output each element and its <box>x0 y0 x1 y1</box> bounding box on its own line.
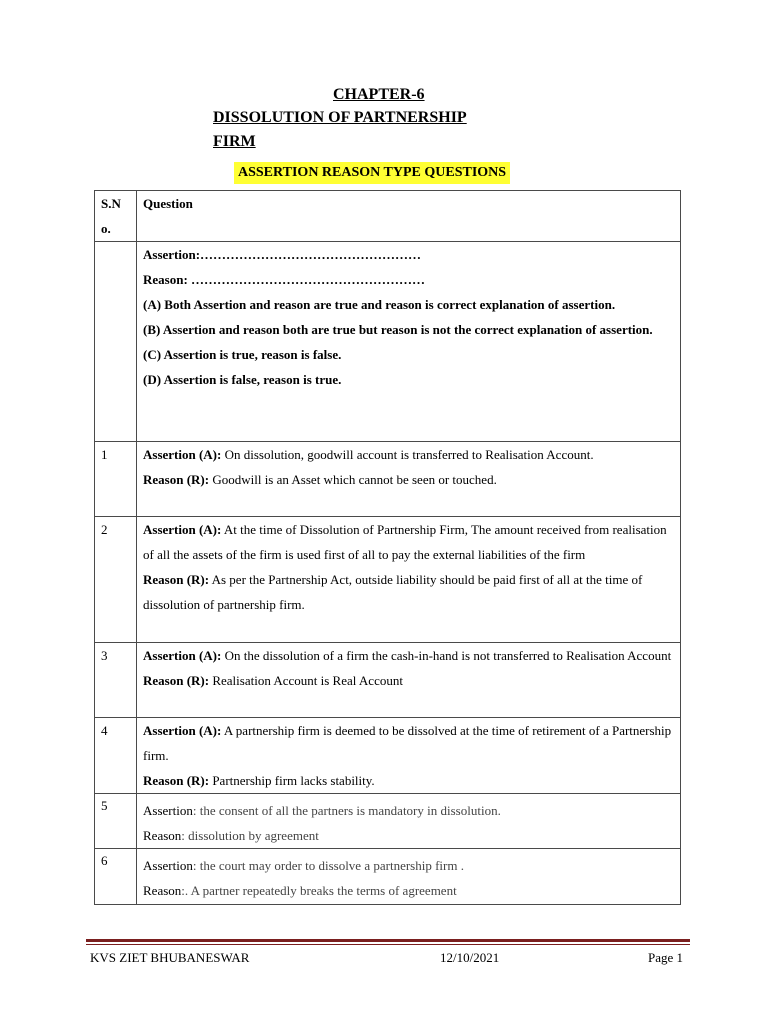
footer-rule-thin <box>86 944 690 945</box>
footer-page-number: Page 1 <box>648 950 684 965</box>
row-reason <box>143 567 674 617</box>
row-sno: 1 <box>95 442 137 517</box>
assertion-text: At the time of Dissolution of Partnership Firm, The amount received from realisation of all the assets of the firm is used first of all to pay the external liabilities of the firm <box>143 522 667 562</box>
row-sno: 3 <box>95 643 137 718</box>
questions-table <box>94 190 681 905</box>
instructions-option-a: (A) Both Assertion and reason are true and reason is correct explanation of assertion. <box>143 297 616 312</box>
row-sno: 6 <box>95 849 137 905</box>
instructions-sno <box>95 242 137 442</box>
row-question <box>137 849 681 905</box>
instructions-row <box>95 242 681 442</box>
instructions-cell <box>137 242 681 442</box>
reason-label: Reason (R): <box>143 673 210 688</box>
row-assertion <box>143 517 674 567</box>
table-row <box>95 517 681 643</box>
sno-header <box>95 191 137 242</box>
assertion-label: Assertion <box>143 803 193 818</box>
row-assertion <box>143 643 674 668</box>
assertion-label: Assertion (A): <box>143 447 222 462</box>
row-question <box>137 442 681 517</box>
table-row <box>95 442 681 517</box>
row-assertion <box>143 718 674 768</box>
table-row <box>95 849 681 905</box>
footer-date: 12/10/2021 <box>440 950 500 965</box>
assertion-text: : the consent of all the partners is mandatory in dissolution. <box>192 803 501 818</box>
row-sno: 4 <box>95 718 137 794</box>
reason-label: Reason (R): <box>143 572 210 587</box>
reason-text: Realisation Account is Real Account <box>209 673 403 688</box>
row-assertion <box>143 798 674 823</box>
question-header: Question <box>137 191 681 242</box>
reason-text: Partnership firm lacks stability. <box>209 773 375 788</box>
row-reason <box>143 823 674 848</box>
instructions-assertion: Assertion:…………………………………………… <box>143 247 422 262</box>
table-row <box>95 643 681 718</box>
chapter-title-line2: FIRM <box>213 133 256 150</box>
table-header-row <box>95 191 681 242</box>
instructions-option-c: (C) Assertion is true, reason is false. <box>143 347 342 362</box>
reason-label: Reason <box>143 883 182 898</box>
reason-text: :. A partner repeatedly breaks the terms of agreement <box>181 883 457 898</box>
footer-organization: KVS ZIET BHUBANESWAR <box>90 950 250 965</box>
chapter-title-line1: DISSOLUTION OF PARTNERSHIP <box>213 109 467 126</box>
row-sno: 5 <box>95 794 137 849</box>
reason-text: Goodwill is an Asset which cannot be seen or touched. <box>209 472 497 487</box>
instructions-reason: Reason: ……………………………………………… <box>143 272 426 287</box>
table-row <box>95 718 681 794</box>
instructions-option-d: (D) Assertion is false, reason is true. <box>143 372 342 387</box>
row-question <box>137 643 681 718</box>
row-reason <box>143 878 674 903</box>
row-assertion <box>143 853 674 878</box>
row-sno: 2 <box>95 517 137 643</box>
reason-label: Reason (R): <box>143 773 210 788</box>
assertion-text: A partnership firm is deemed to be dissolved at the time of retirement of a Partnership firm. <box>143 723 672 763</box>
row-question <box>137 794 681 849</box>
chapter-heading: CHAPTER-6 <box>333 86 425 103</box>
table-row <box>95 794 681 849</box>
assertion-text: : the court may order to dissolve a partnership firm . <box>192 858 464 873</box>
assertion-text: On dissolution, goodwill account is transferred to Realisation Account. <box>221 447 594 462</box>
assertion-label: Assertion (A): <box>143 648 222 663</box>
row-reason <box>143 467 674 492</box>
row-reason <box>143 668 674 693</box>
reason-label: Reason (R): <box>143 472 210 487</box>
reason-label: Reason <box>143 828 182 843</box>
row-reason <box>143 768 674 793</box>
row-question <box>137 517 681 643</box>
section-subtitle: ASSERTION REASON TYPE QUESTIONS <box>234 162 510 184</box>
footer-rule-thick <box>86 939 690 942</box>
assertion-text: On the dissolution of a firm the cash-in-hand is not transferred to Realisation Account <box>221 648 672 663</box>
sno-header-line1: S.N <box>101 196 121 211</box>
sno-header-line2: o. <box>101 221 111 236</box>
reason-text: : dissolution by agreement <box>181 828 319 843</box>
assertion-label: Assertion (A): <box>143 723 222 738</box>
row-assertion <box>143 442 674 467</box>
reason-text: As per the Partnership Act, outside liability should be paid first of all at the time of dissolution of partnership firm. <box>143 572 643 612</box>
assertion-label: Assertion (A): <box>143 522 222 537</box>
row-question <box>137 718 681 794</box>
assertion-label: Assertion <box>143 858 193 873</box>
instructions-option-b: (B) Assertion and reason both are true but reason is not the correct explanation of assertion. <box>143 322 653 337</box>
